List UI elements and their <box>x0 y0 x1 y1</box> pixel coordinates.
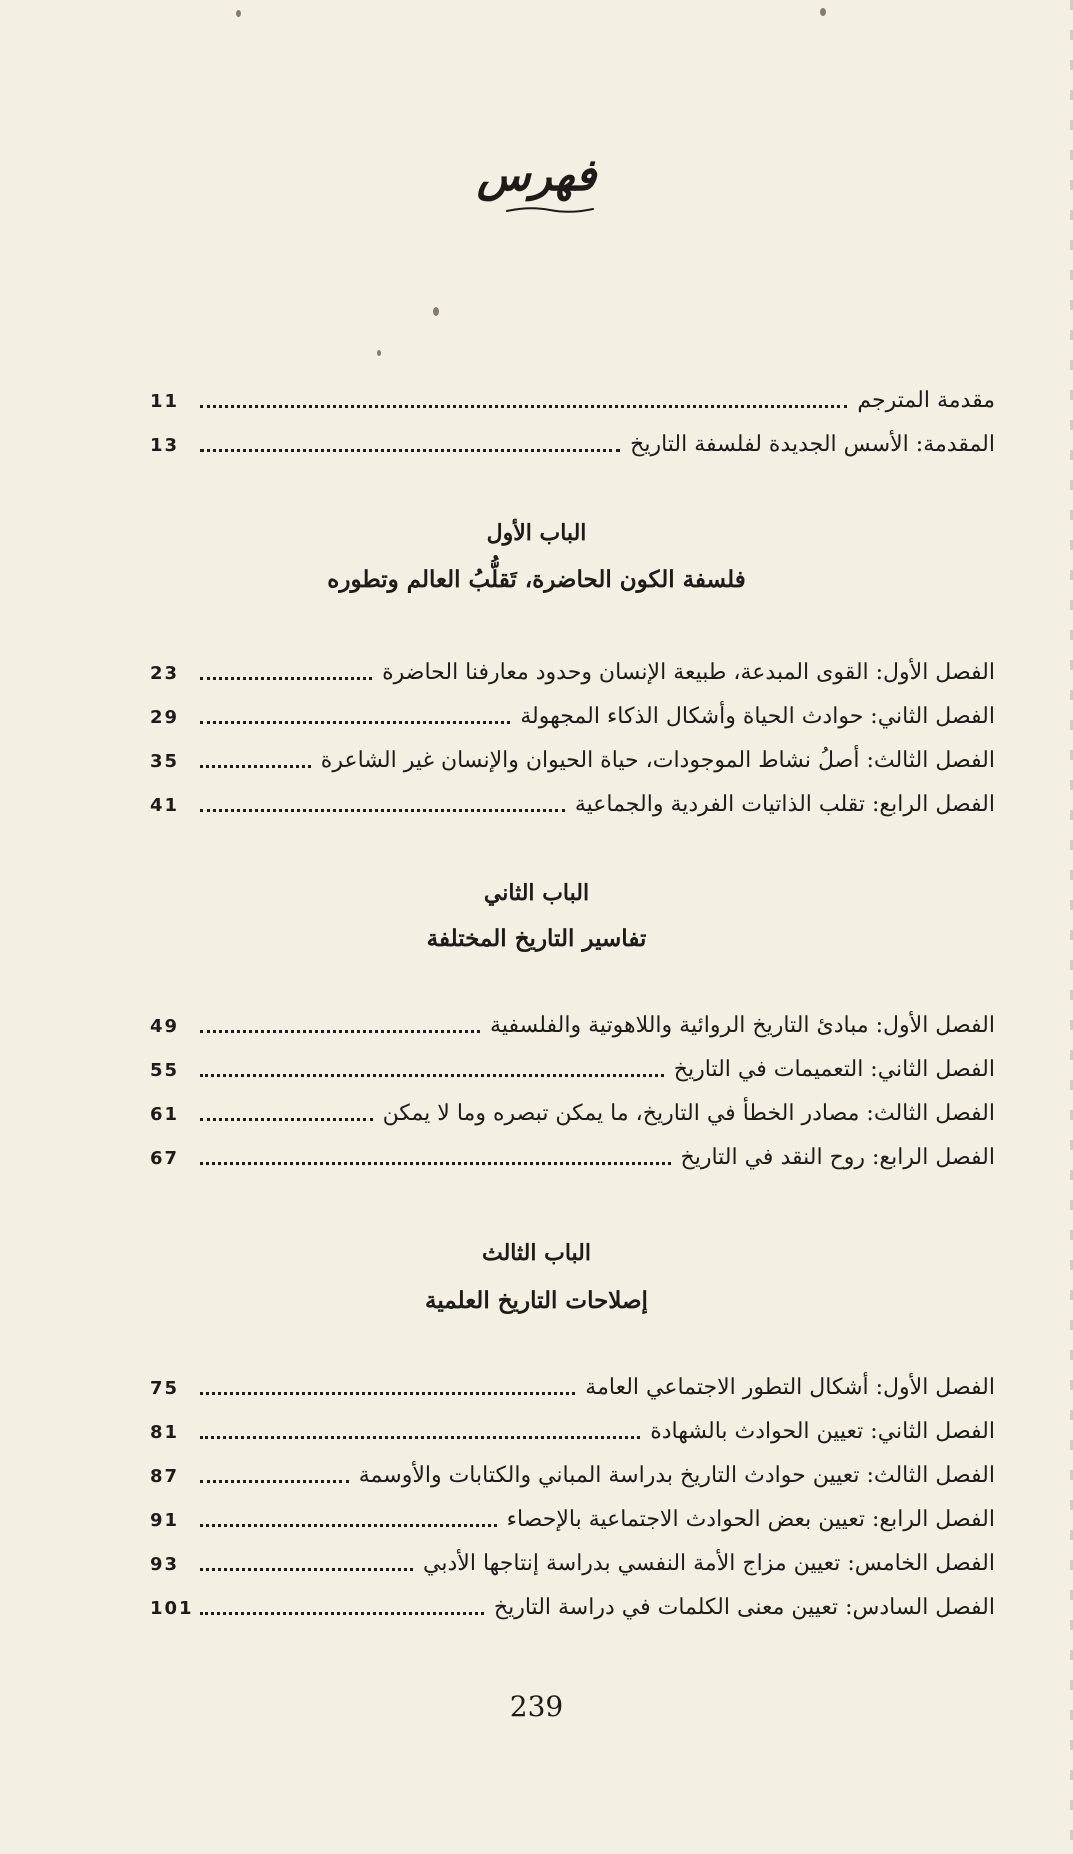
toc-entry-title: الفصل الثاني: تعيين الحوادث بالشهادة <box>650 1419 995 1444</box>
page-number: 239 <box>509 1690 564 1723</box>
toc-entry-title: الفصل الثاني: حوادث الحياة وأشكال الذكاء المجهولة <box>520 704 995 729</box>
toc-page-number: 35 <box>150 751 180 772</box>
part-2-title: تفاسير التاريخ المختلفة <box>426 925 647 952</box>
part-3-label: الباب الثالث <box>482 1240 591 1266</box>
toc-entry-title: الفصل الثالث: تعيين حوادث التاريخ بدراسة المباني والكتابات والأوسمة <box>358 1463 995 1488</box>
paper-speck <box>433 307 439 316</box>
dot-leader <box>200 719 510 724</box>
part-1-title: فلسفة الكون الحاضرة، تَقلُّبُ العالم وتطوره <box>327 566 746 593</box>
dot-leader <box>200 1160 671 1165</box>
toc-entry-chapter[interactable] <box>150 1057 995 1091</box>
toc-entry-chapter[interactable] <box>150 1595 995 1629</box>
toc-page-number: 75 <box>150 1378 180 1399</box>
toc-page-number: 87 <box>150 1466 180 1487</box>
dot-leader <box>200 1566 413 1571</box>
toc-entry-chapter[interactable] <box>150 1419 995 1453</box>
paper-speck <box>236 10 241 17</box>
heading-flourish <box>505 205 595 215</box>
toc-page-number: 23 <box>150 663 180 684</box>
toc-page-number: 67 <box>150 1148 180 1169</box>
dot-leader <box>200 763 311 768</box>
toc-page-number: 91 <box>150 1510 180 1531</box>
toc-entry-title: الفصل الثالث: مصادر الخطأ في التاريخ، ما يمكن تبصره وما لا يمكن <box>382 1101 995 1126</box>
paper-speck <box>377 350 381 356</box>
dot-leader <box>200 403 847 408</box>
toc-entry-chapter[interactable] <box>150 1101 995 1135</box>
part-1-label: الباب الأول <box>486 520 587 546</box>
toc-page-number: 11 <box>150 391 180 412</box>
toc-entry-introduction[interactable] <box>150 432 995 466</box>
toc-page-number: 81 <box>150 1422 180 1443</box>
toc-page-number: 61 <box>150 1104 180 1125</box>
dot-leader <box>200 1478 349 1483</box>
toc-page-number: 49 <box>150 1016 180 1037</box>
dot-leader <box>200 447 620 452</box>
paper-speck <box>820 8 826 16</box>
dot-leader <box>200 675 372 680</box>
toc-entry-translator-intro[interactable] <box>150 388 995 422</box>
toc-page-number: 41 <box>150 795 180 816</box>
toc-page-number: 13 <box>150 435 180 456</box>
toc-entry-chapter[interactable] <box>150 1551 995 1585</box>
toc-entry-title: الفصل الثاني: التعميمات في التاريخ <box>673 1057 995 1082</box>
toc-entry-chapter[interactable] <box>150 1463 995 1497</box>
part-3-title: إصلاحات التاريخ العلمية <box>425 1287 648 1314</box>
toc-entry-title: الفصل الرابع: تقلب الذاتيات الفردية والجماعية <box>574 792 995 817</box>
toc-entry-chapter[interactable] <box>150 748 995 782</box>
toc-page-number: 55 <box>150 1060 180 1081</box>
toc-entry-title: الفصل الثالث: أصلُ نشاط الموجودات، حياة الحيوان والإنسان غير الشاعرة <box>320 748 995 773</box>
part-2-label: الباب الثاني <box>483 880 590 906</box>
toc-entry-title: الفصل الأول: أشكال التطور الاجتماعي العامة <box>585 1375 995 1400</box>
dot-leader <box>200 1028 480 1033</box>
toc-entry-chapter[interactable] <box>150 1507 995 1541</box>
toc-entry-chapter[interactable] <box>150 792 995 826</box>
dot-leader <box>200 1522 497 1527</box>
toc-page-number: 29 <box>150 707 180 728</box>
toc-entry-title: مقدمة المترجم <box>857 388 995 413</box>
toc-entry-title: الفصل الرابع: روح النقد في التاريخ <box>680 1145 995 1170</box>
toc-entry-chapter[interactable] <box>150 704 995 738</box>
toc-page-number: 93 <box>150 1554 180 1575</box>
toc-entry-chapter[interactable] <box>150 1145 995 1179</box>
toc-entry-chapter[interactable] <box>150 1375 995 1409</box>
dot-leader <box>200 1610 484 1615</box>
toc-entry-title: الفصل الخامس: تعيين مزاج الأمة النفسي بدراسة إنتاجها الأدبي <box>423 1551 995 1576</box>
toc-entry-title: المقدمة: الأسس الجديدة لفلسفة التاريخ <box>630 432 995 457</box>
toc-entry-title: الفصل الرابع: تعيين بعض الحوادث الاجتماعية بالإحصاء <box>506 1507 995 1532</box>
toc-page-number: 101 <box>150 1598 194 1619</box>
dot-leader <box>200 1434 640 1439</box>
dot-leader <box>200 1116 373 1121</box>
toc-entry-chapter[interactable] <box>150 1013 995 1047</box>
toc-entry-title: الفصل الأول: القوى المبدعة، طبيعة الإنسان وحدود معارفنا الحاضرة <box>382 660 995 685</box>
toc-entry-title: الفصل الأول: مبادئ التاريخ الروائية واللاهوتية والفلسفية <box>490 1013 995 1038</box>
toc-entry-title: الفصل السادس: تعيين معنى الكلمات في دراسة التاريخ <box>493 1595 995 1620</box>
dot-leader <box>200 1390 575 1395</box>
index-heading: فهرس <box>476 150 597 201</box>
dot-leader <box>200 1072 664 1077</box>
toc-entry-chapter[interactable] <box>150 660 995 694</box>
dot-leader <box>200 807 565 812</box>
